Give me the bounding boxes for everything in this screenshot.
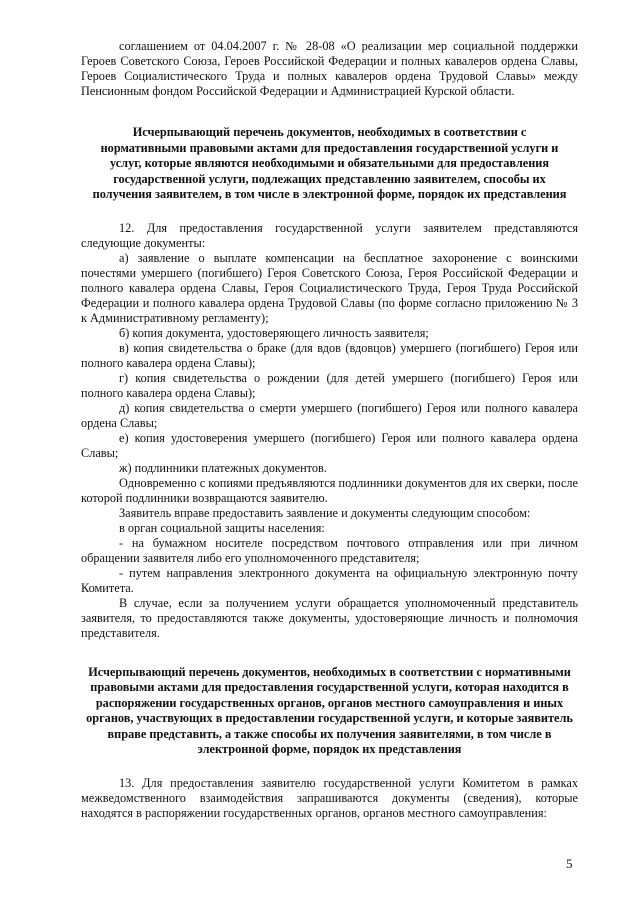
section-12-lead: 12. Для предоставления государственной услуги заявителем представляются следующие документы: <box>81 220 578 250</box>
list-item-a: а) заявление о выплате компенсации на бесплатное захоронение с воинскими почестями умершего (погибшего) Героя Советского Союза, Героя Российской Федерации и полного кавалера ордена Славы, Героя Социалистического Труда, Героя Труда Российской Федерации и полного кавалера ордена Трудовой Славы (по форме согласно приложению № 3 к Административному регламенту); <box>81 250 578 325</box>
representative-paragraph: В случае, если за получением услуги обращается уполномоченный представитель заявителя, то предоставляются также документы, удостоверяющие личность и полномочия представителя. <box>81 595 578 640</box>
submission-method-paper: - на бумажном носителе посредством почтового отправления или при личном обращении заявителя либо его уполномоченного представителя; <box>81 535 578 565</box>
submission-method-intro: Заявитель вправе предоставить заявление и документы следующим способом: <box>119 505 531 520</box>
section-heading-interagency-documents: Исчерпывающий перечень документов, необходимых в соответствии с нормативными правовыми актами для предоставления государственной услуги, которая находится в распоряжении государственных органов, органов местного самоуправления и иных органов, участвующих в предоставлении государственной услуги, и которые заявитель вправе представить, а также способы их получения заявителями, в том числе в электронной форме, порядок их представления <box>86 664 573 756</box>
page-number: 5 <box>566 856 573 871</box>
section-heading-required-documents: Исчерпывающий перечень документов, необходимых в соответствии с нормативными правовыми актами для предоставления государственной услуги и услуг, которые являются необходимыми и обязательными для предоставления государственной услуги, подлежащих представлению заявителем, способы их получения заявителем, в том числе в электронной форме, порядок их представления <box>92 125 567 201</box>
list-item-zh: ж) подлинники платежных документов. <box>119 460 327 475</box>
intro-paragraph: соглашением от 04.04.2007 г. № 28-08 «О реализации мер социальной поддержки Героев Советского Союза, Героев Российской Федерации и полных кавалеров ордена Славы, Героев Социалистического Труда и полных кавалеров ордена Трудовой Славы» между Пенсионным фондом Российской Федерации и Администрацией Курской области. <box>81 39 578 98</box>
section-13-lead: 13. Для предоставления заявителю государственной услуги Комитетом в рамках межведомственного взаимодействия запрашиваются документы (сведения), которые находятся в распоряжении государственных органов, органов местного самоуправления: <box>81 775 578 820</box>
list-item-v: в) копия свидетельства о браке (для вдов (вдовцов) умершего (погибшего) Героя или полного кавалера ордена Славы); <box>81 340 578 370</box>
list-item-e: е) копия удостоверения умершего (погибшего) Героя или полного кавалера ордена Славы; <box>81 430 578 460</box>
submission-method-electronic: - путем направления электронного документа на официальную электронную почту Комитета. <box>81 565 578 595</box>
list-item-d: д) копия свидетельства о смерти умершего (погибшего) Героя или полного кавалера ордена Славы; <box>81 400 578 430</box>
list-item-g: г) копия свидетельства о рождении (для детей умершего (погибшего) Героя или полного кавалера ордена Славы); <box>81 370 578 400</box>
list-item-b: б) копия документа, удостоверяющего личность заявителя; <box>119 325 429 340</box>
originals-paragraph: Одновременно с копиями предъявляются подлинники документов для их сверки, после которой подлинники возвращаются заявителю. <box>81 475 578 505</box>
submission-method-target: в орган социальной защиты населения: <box>119 520 325 535</box>
